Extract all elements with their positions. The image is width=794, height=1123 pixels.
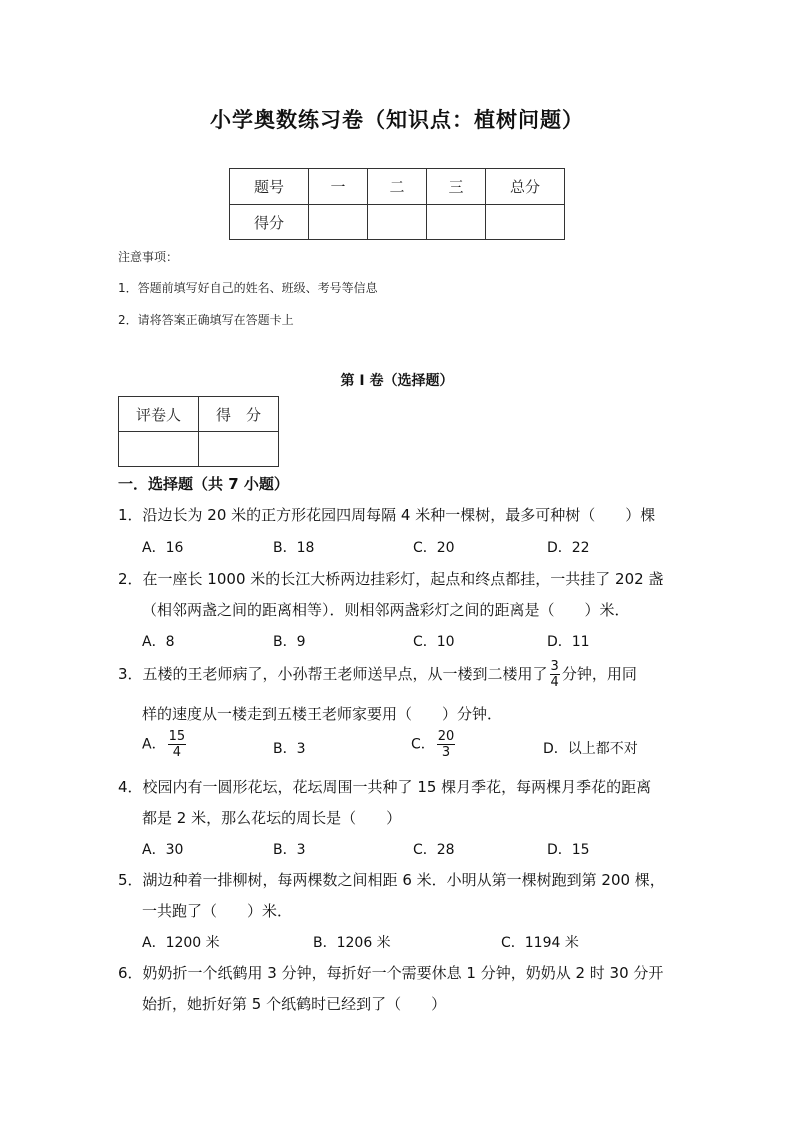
score-table-header-cell: 二 xyxy=(368,169,427,205)
question-2-option-b[interactable]: B．9 xyxy=(273,634,306,650)
question-4-text-cont: 都是 2 米，那么花坛的周长是（ ） xyxy=(142,809,402,827)
score-table-header-cell: 三 xyxy=(427,169,486,205)
question-3-option-b[interactable]: B．3 xyxy=(273,741,306,757)
question-3-text-part: 分钟，用同 xyxy=(561,665,637,683)
question-5-option-c[interactable]: C．1194 米 xyxy=(501,935,579,951)
score-table-label-cell: 得分 xyxy=(230,205,309,240)
question-1-option-b[interactable]: B．18 xyxy=(273,540,315,556)
question-1-option-c[interactable]: C．20 xyxy=(413,540,455,556)
grader-cell[interactable] xyxy=(119,432,199,467)
grader-table xyxy=(118,396,279,467)
score-cell[interactable] xyxy=(309,205,368,240)
fraction xyxy=(168,730,187,759)
part-heading: 一．选择题（共 7 小题） xyxy=(118,475,289,493)
fraction xyxy=(550,660,560,689)
fraction-numerator: 3 xyxy=(550,659,559,674)
question-2-text-cont: （相邻两盏之间的距离相等）．则相邻两盏彩灯之间的距离是（ ）米． xyxy=(142,601,630,619)
question-3-option-d[interactable]: D．以上都不对 xyxy=(543,741,638,757)
note-item: 2．请将答案正确填写在答题卡上 xyxy=(118,313,294,327)
fraction-denominator: 3 xyxy=(441,745,451,760)
question-1-option-d[interactable]: D．22 xyxy=(547,540,590,556)
question-3-option-a[interactable] xyxy=(142,730,188,759)
fraction-numerator: 15 xyxy=(168,729,186,744)
grader-table-header-cell: 评卷人 xyxy=(119,397,199,432)
score-table-header-cell: 总分 xyxy=(486,169,565,205)
question-5-text: 5．湖边种着一排柳树，每两棵数之间相距 6 米．小明从第一棵树跑到第 200 棵， xyxy=(118,871,665,889)
grader-table-header-cell: 得 分 xyxy=(199,397,279,432)
question-2-text: 2．在一座长 1000 米的长江大桥两边挂彩灯，起点和终点都挂，一共挂了 202 盏 xyxy=(118,570,664,588)
score-table-header-cell: 一 xyxy=(309,169,368,205)
question-6-text-cont: 始折，她折好第 5 个纸鹤时已经到了（ ） xyxy=(142,995,447,1013)
score-cell[interactable] xyxy=(486,205,565,240)
question-2-option-c[interactable]: C．10 xyxy=(413,634,455,650)
question-5-option-a[interactable]: A．1200 米 xyxy=(142,935,220,951)
fraction-denominator: 4 xyxy=(550,675,559,690)
option-label: C． xyxy=(411,736,435,753)
fraction-denominator: 4 xyxy=(172,745,181,760)
fraction xyxy=(437,730,456,759)
question-6-text: 6．奶奶折一个纸鹤用 3 分钟，每折好一个需要休息 1 分钟，奶奶从 2 时 30 分开 xyxy=(118,964,664,982)
question-1-text: 1．沿边长为 20 米的正方形花园四周每隔 4 米种一棵树，最多可种树（ ）棵 xyxy=(118,506,656,524)
page-title: 小学奥数练习卷（知识点：植树问题） xyxy=(210,108,584,132)
section-title: 第 I 卷（选择题） xyxy=(340,373,454,389)
question-3-text-part: 3．五楼的王老师病了，小孙帮王老师送早点，从一楼到二楼用了 xyxy=(118,665,548,683)
question-4-option-b[interactable]: B．3 xyxy=(273,842,306,858)
question-2-option-d[interactable]: D．11 xyxy=(547,634,590,650)
question-2-option-a[interactable]: A．8 xyxy=(142,634,175,650)
question-4-option-c[interactable]: C．28 xyxy=(413,842,455,858)
score-table xyxy=(229,168,565,240)
note-item: 1．答题前填写好自己的姓名、班级、考号等信息 xyxy=(118,281,378,295)
question-4-option-d[interactable]: D．15 xyxy=(547,842,590,858)
question-5-text-cont: 一共跑了（ ）米． xyxy=(142,902,293,920)
option-label: A． xyxy=(142,736,166,753)
question-3-text-cont: 样的速度从一楼走到五楼王老师家要用（ ）分钟． xyxy=(142,705,503,723)
question-3-text xyxy=(118,660,637,689)
score-table-header-cell: 题号 xyxy=(230,169,309,205)
question-4-text: 4．校园内有一圆形花坛，花坛周围一共种了 15 棵月季花，每两棵月季花的距离 xyxy=(118,778,652,796)
fraction-numerator: 20 xyxy=(437,729,455,744)
notes-heading: 注意事项： xyxy=(118,250,179,264)
grader-cell[interactable] xyxy=(199,432,279,467)
question-5-option-b[interactable]: B．1206 米 xyxy=(313,935,391,951)
question-4-option-a[interactable]: A．30 xyxy=(142,842,184,858)
question-3-option-c[interactable] xyxy=(411,730,457,759)
score-cell[interactable] xyxy=(368,205,427,240)
score-cell[interactable] xyxy=(427,205,486,240)
question-1-option-a[interactable]: A．16 xyxy=(142,540,184,556)
